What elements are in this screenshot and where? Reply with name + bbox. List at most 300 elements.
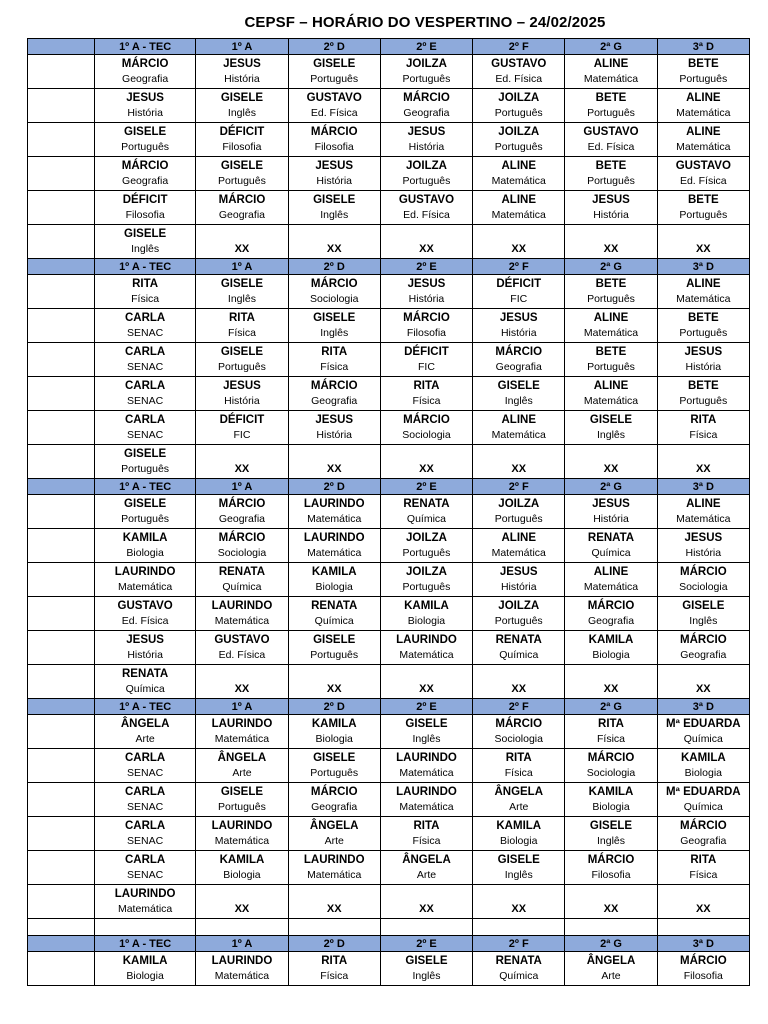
class-header-cell: 2º F xyxy=(473,699,565,715)
class-header-row xyxy=(28,936,750,952)
class-header-cell: 2º F xyxy=(473,479,565,495)
teacher-name: MÁRCIO xyxy=(218,531,266,544)
subject-name: Português xyxy=(402,174,451,187)
schedule-row xyxy=(28,225,750,259)
teacher-name: LAURINDO xyxy=(211,599,273,612)
lesson-cell xyxy=(288,225,380,259)
lesson-cell xyxy=(196,665,288,699)
teacher-name: LAURINDO xyxy=(211,717,273,730)
teacher-name: ÂNGELA xyxy=(494,785,544,798)
period-blank-cell xyxy=(28,445,95,479)
teacher-name: KAMILA xyxy=(680,751,726,764)
period-blank-cell xyxy=(28,55,95,89)
subject-name: Português xyxy=(310,72,359,85)
lesson-cell xyxy=(565,529,657,563)
subject-name: Ed. Física xyxy=(495,72,543,85)
class-header-cell: 2ª G xyxy=(565,479,657,495)
teacher-name: GISELE xyxy=(124,227,167,240)
subject-name: Inglês xyxy=(131,242,160,255)
lesson-cell xyxy=(196,55,288,89)
period-blank-cell xyxy=(28,885,95,919)
lesson-cell xyxy=(473,952,565,986)
header-blank-cell xyxy=(28,936,95,952)
teacher-name: ALINE xyxy=(501,413,536,426)
teacher-name: RENATA xyxy=(495,954,542,967)
lesson-cell xyxy=(196,309,288,343)
subject-name: Inglês xyxy=(227,106,256,119)
teacher-name: JESUS xyxy=(223,379,261,392)
subject-name: Português xyxy=(494,614,543,627)
lesson-cell xyxy=(380,445,472,479)
lesson-cell xyxy=(94,783,195,817)
teacher-name: GISELE xyxy=(497,853,540,866)
no-lesson-marker: XX xyxy=(326,683,342,695)
subject-name: História xyxy=(685,360,722,373)
subject-name: Arte xyxy=(416,868,437,881)
subject-name: Matemática xyxy=(214,969,270,982)
period-blank-cell xyxy=(28,665,95,699)
teacher-name: Mª EDUARDA xyxy=(666,717,741,730)
subject-name: SENAC xyxy=(127,868,164,881)
subject-name: Sociologia xyxy=(217,546,267,559)
class-header-row xyxy=(28,699,750,715)
lesson-cell xyxy=(94,563,195,597)
schedule-row xyxy=(28,885,750,919)
lesson-cell xyxy=(473,665,565,699)
subject-name: FIC xyxy=(233,428,251,441)
subject-name: História xyxy=(500,580,537,593)
lesson-cell xyxy=(380,597,472,631)
subject-name: Português xyxy=(494,106,543,119)
subject-name: Ed. Física xyxy=(587,140,635,153)
class-header-cell: 2ª G xyxy=(565,39,657,55)
schedule-row xyxy=(28,377,750,411)
subject-name: Matemática xyxy=(307,512,362,525)
schedule-row xyxy=(28,631,750,665)
teacher-name: LAURINDO xyxy=(396,751,457,764)
lesson-cell xyxy=(288,55,380,89)
no-lesson-marker: XX xyxy=(511,683,527,695)
spacer-cell xyxy=(565,919,657,936)
teacher-name: GISELE xyxy=(405,954,448,967)
teacher-name: MÁRCIO xyxy=(680,819,727,832)
subject-name: Física xyxy=(412,834,441,847)
no-lesson-marker: XX xyxy=(234,463,250,475)
lesson-cell xyxy=(196,749,288,783)
schedule-row xyxy=(28,157,750,191)
subject-name: Ed. Física xyxy=(121,614,169,627)
period-blank-cell xyxy=(28,631,95,665)
lesson-cell xyxy=(473,343,565,377)
period-blank-cell xyxy=(28,597,95,631)
class-header-cell: 2ª G xyxy=(565,699,657,715)
subject-name: Física xyxy=(597,732,626,745)
subject-name: Ed. Física xyxy=(218,648,266,661)
subject-name: Português xyxy=(587,174,635,187)
lesson-cell xyxy=(380,123,472,157)
teacher-name: BETE xyxy=(595,159,627,172)
lesson-cell xyxy=(380,631,472,665)
lesson-cell xyxy=(380,851,472,885)
lesson-cell xyxy=(94,817,195,851)
teacher-name: CARLA xyxy=(124,379,166,392)
lesson-cell xyxy=(380,411,472,445)
subject-name: Matemática xyxy=(491,428,546,441)
subject-name: Filosofia xyxy=(125,208,165,221)
lesson-cell xyxy=(380,529,472,563)
subject-name: Ed. Física xyxy=(310,106,358,119)
teacher-name: JESUS xyxy=(407,277,446,290)
lesson-cell xyxy=(473,529,565,563)
subject-name: Química xyxy=(314,614,354,627)
teacher-name: GISELE xyxy=(220,277,264,290)
lesson-cell xyxy=(196,343,288,377)
teacher-name: RENATA xyxy=(122,667,169,680)
lesson-cell xyxy=(565,665,657,699)
teacher-name: RITA xyxy=(413,379,440,392)
lesson-cell xyxy=(657,665,749,699)
subject-name: Português xyxy=(679,326,728,339)
lesson-cell xyxy=(657,411,749,445)
lesson-cell xyxy=(288,715,380,749)
subject-name: Matemática xyxy=(491,174,546,187)
lesson-cell xyxy=(196,563,288,597)
subject-name: Inglês xyxy=(689,614,718,627)
teacher-name: ALINE xyxy=(593,379,629,392)
class-header-cell: 1º A - TEC xyxy=(94,259,195,275)
lesson-cell xyxy=(473,597,565,631)
lesson-cell xyxy=(288,665,380,699)
lesson-cell xyxy=(565,817,657,851)
teacher-name: MÁRCIO xyxy=(495,717,543,730)
lesson-cell xyxy=(565,851,657,885)
lesson-cell xyxy=(565,55,657,89)
subject-name: Matemática xyxy=(676,292,731,305)
schedule-row xyxy=(28,495,750,529)
teacher-name: MÁRCIO xyxy=(403,413,450,426)
teacher-name: GISELE xyxy=(313,193,356,206)
teacher-name: RITA xyxy=(690,853,717,866)
teacher-name: GUSTAVO xyxy=(675,159,731,172)
lesson-cell xyxy=(657,563,749,597)
subject-name: Física xyxy=(131,292,160,305)
schedule-row xyxy=(28,445,750,479)
subject-name: FIC xyxy=(418,360,435,373)
subject-name: Português xyxy=(402,546,451,559)
teacher-name: BETE xyxy=(687,379,719,392)
teacher-name: CARLA xyxy=(124,819,166,832)
subject-name: Inglês xyxy=(412,732,441,745)
class-header-cell: 2º E xyxy=(380,479,472,495)
lesson-cell xyxy=(380,89,472,123)
lesson-cell xyxy=(565,377,657,411)
subject-name: Português xyxy=(679,394,728,407)
teacher-name: GISELE xyxy=(124,497,167,510)
teacher-name: RITA xyxy=(321,954,348,967)
lesson-cell xyxy=(94,715,195,749)
class-header-cell: 3ª D xyxy=(657,479,749,495)
teacher-name: GUSTAVO xyxy=(117,599,173,612)
class-header-row xyxy=(28,39,750,55)
lesson-cell xyxy=(657,885,749,919)
subject-name: Arte xyxy=(601,969,621,982)
subject-name: SENAC xyxy=(127,428,164,441)
lesson-cell xyxy=(288,89,380,123)
subject-name: Sociologia xyxy=(309,292,359,305)
no-lesson-marker: XX xyxy=(419,683,434,695)
teacher-name: GISELE xyxy=(589,819,633,832)
teacher-name: BETE xyxy=(595,91,627,104)
subject-name: História xyxy=(127,106,163,119)
lesson-cell xyxy=(288,885,380,919)
subject-name: Geografia xyxy=(680,834,727,847)
subject-name: Física xyxy=(689,428,718,441)
teacher-name: GISELE xyxy=(405,717,448,730)
subject-name: Biologia xyxy=(407,614,446,627)
subject-name: Filosofia xyxy=(683,969,723,982)
lesson-cell xyxy=(196,275,288,309)
lesson-cell xyxy=(196,783,288,817)
lesson-cell xyxy=(196,952,288,986)
schedule-row xyxy=(28,597,750,631)
lesson-cell xyxy=(657,495,749,529)
subject-name: História xyxy=(593,512,629,525)
lesson-cell xyxy=(196,529,288,563)
subject-name: Biologia xyxy=(315,580,353,593)
lesson-cell xyxy=(565,885,657,919)
subject-name: Matemática xyxy=(676,106,731,119)
teacher-name: ÂNGELA xyxy=(402,853,451,866)
teacher-name: BETE xyxy=(687,193,719,206)
teacher-name: LAURINDO xyxy=(211,819,273,832)
subject-name: Inglês xyxy=(596,428,626,441)
period-blank-cell xyxy=(28,191,95,225)
lesson-cell xyxy=(473,225,565,259)
class-header-cell: 2º D xyxy=(288,936,380,952)
class-header-cell: 1º A xyxy=(196,479,288,495)
subject-name: Português xyxy=(218,800,266,813)
subject-name: Sociologia xyxy=(679,580,728,593)
lesson-cell xyxy=(380,817,472,851)
lesson-cell xyxy=(565,275,657,309)
teacher-name: KAMILA xyxy=(219,853,265,866)
teacher-name: MÁRCIO xyxy=(403,311,450,324)
teacher-name: JESUS xyxy=(126,633,164,646)
lesson-cell xyxy=(657,597,749,631)
teacher-name: RITA xyxy=(228,311,255,324)
lesson-cell xyxy=(196,377,288,411)
lesson-cell xyxy=(473,817,565,851)
teacher-name: ALINE xyxy=(593,311,629,324)
lesson-cell xyxy=(94,445,195,479)
teacher-name: GISELE xyxy=(220,785,264,798)
teacher-name: KAMILA xyxy=(496,819,542,832)
subject-name: Português xyxy=(679,72,728,85)
subject-name: Matemática xyxy=(399,800,454,813)
class-header-cell: 2ª G xyxy=(565,936,657,952)
class-header-cell: 1º A - TEC xyxy=(94,39,195,55)
teacher-name: ALINE xyxy=(686,125,721,138)
teacher-name: KAMILA xyxy=(588,633,634,646)
subject-name: Química xyxy=(406,512,447,525)
lesson-cell xyxy=(657,191,749,225)
subject-name: Filosofia xyxy=(222,140,262,153)
no-lesson-marker: XX xyxy=(419,243,434,255)
schedule-row xyxy=(28,89,750,123)
lesson-cell xyxy=(94,885,195,919)
teacher-name: MÁRCIO xyxy=(680,633,727,646)
subject-name: Geografia xyxy=(122,72,169,85)
lesson-cell xyxy=(196,715,288,749)
subject-name: Física xyxy=(504,766,533,779)
header-blank-cell xyxy=(28,479,95,495)
period-blank-cell xyxy=(28,495,95,529)
teacher-name: BETE xyxy=(595,277,627,290)
subject-name: Geografia xyxy=(680,648,727,661)
teacher-name: JESUS xyxy=(592,193,630,206)
subject-name: Português xyxy=(587,106,635,119)
teacher-name: LAURINDO xyxy=(303,853,365,866)
subject-name: Arte xyxy=(324,834,344,847)
subject-name: Biologia xyxy=(315,732,353,745)
no-lesson-marker: XX xyxy=(695,243,711,255)
lesson-cell xyxy=(94,123,195,157)
teacher-name: RENATA xyxy=(495,633,542,646)
teacher-name: ÂNGELA xyxy=(120,717,170,730)
teacher-name: GISELE xyxy=(313,57,356,70)
subject-name: Matemática xyxy=(583,580,639,593)
subject-name: Português xyxy=(494,512,543,525)
teacher-name: RENATA xyxy=(218,565,266,578)
schedule-body xyxy=(28,39,750,986)
lesson-cell xyxy=(473,783,565,817)
teacher-name: JOILZA xyxy=(406,531,447,544)
schedule-row xyxy=(28,55,750,89)
lesson-cell xyxy=(380,749,472,783)
lesson-cell xyxy=(657,123,749,157)
subject-name: FIC xyxy=(510,292,528,305)
period-blank-cell xyxy=(28,225,95,259)
lesson-cell xyxy=(94,952,195,986)
subject-name: Português xyxy=(679,208,728,221)
lesson-cell xyxy=(565,597,657,631)
teacher-name: MÁRCIO xyxy=(680,565,727,578)
subject-name: Ed. Física xyxy=(403,208,450,221)
lesson-cell xyxy=(196,411,288,445)
no-lesson-marker: XX xyxy=(326,243,342,255)
lesson-cell xyxy=(657,952,749,986)
schedule-row xyxy=(28,529,750,563)
lesson-cell xyxy=(473,445,565,479)
teacher-name: ALINE xyxy=(686,91,721,104)
teacher-name: ÂNGELA xyxy=(217,751,267,764)
teacher-name: MÁRCIO xyxy=(121,159,169,172)
spacer-cell xyxy=(94,919,195,936)
subject-name: Matemática xyxy=(117,902,173,915)
lesson-cell xyxy=(565,225,657,259)
lesson-cell xyxy=(657,851,749,885)
subject-name: Química xyxy=(591,546,631,559)
teacher-name: JESUS xyxy=(407,125,446,138)
header-blank-cell xyxy=(28,39,95,55)
subject-name: Português xyxy=(587,360,635,373)
lesson-cell xyxy=(565,783,657,817)
teacher-name: MÁRCIO xyxy=(495,345,543,358)
subject-name: Matemática xyxy=(214,614,270,627)
teacher-name: KAMILA xyxy=(122,954,168,967)
teacher-name: JOILZA xyxy=(406,159,447,172)
teacher-name: JOILZA xyxy=(498,599,540,612)
period-blank-cell xyxy=(28,952,95,986)
no-lesson-marker: XX xyxy=(603,463,619,475)
schedule-row xyxy=(28,411,750,445)
subject-name: Português xyxy=(402,580,451,593)
teacher-name: MÁRCIO xyxy=(587,599,635,612)
no-lesson-marker: XX xyxy=(326,463,342,475)
subject-name: Física xyxy=(412,394,441,407)
lesson-cell xyxy=(288,749,380,783)
lesson-cell xyxy=(473,123,565,157)
teacher-name: ALINE xyxy=(686,497,721,510)
teacher-name: MÁRCIO xyxy=(403,91,450,104)
teacher-name: LAURINDO xyxy=(303,531,365,544)
lesson-cell xyxy=(94,343,195,377)
subject-name: Geografia xyxy=(311,800,358,813)
schedule-row xyxy=(28,749,750,783)
subject-name: Arte xyxy=(135,732,155,745)
subject-name: Português xyxy=(587,292,635,305)
lesson-cell xyxy=(473,275,565,309)
lesson-cell xyxy=(94,225,195,259)
subject-name: Sociologia xyxy=(402,428,451,441)
lesson-cell xyxy=(380,495,472,529)
schedule-row xyxy=(28,952,750,986)
teacher-name: JESUS xyxy=(592,497,630,510)
lesson-cell xyxy=(565,157,657,191)
lesson-cell xyxy=(473,191,565,225)
subject-name: Matemática xyxy=(307,868,362,881)
lesson-cell xyxy=(288,631,380,665)
teacher-name: DÉFICIT xyxy=(219,125,265,138)
spacer-row xyxy=(28,919,750,936)
subject-name: Matemática xyxy=(583,326,639,339)
no-lesson-marker: XX xyxy=(603,243,619,255)
teacher-name: CARLA xyxy=(124,853,166,866)
teacher-name: KAMILA xyxy=(311,565,357,578)
teacher-name: JESUS xyxy=(315,159,354,172)
lesson-cell xyxy=(473,563,565,597)
teacher-name: CARLA xyxy=(124,311,166,324)
teacher-name: GUSTAVO xyxy=(306,91,362,104)
period-blank-cell xyxy=(28,715,95,749)
lesson-cell xyxy=(94,55,195,89)
teacher-name: JOILZA xyxy=(406,57,447,70)
subject-name: Química xyxy=(683,800,723,813)
lesson-cell xyxy=(565,191,657,225)
lesson-cell xyxy=(380,885,472,919)
subject-name: SENAC xyxy=(127,766,164,779)
subject-name: Português xyxy=(218,360,266,373)
lesson-cell xyxy=(288,817,380,851)
subject-name: Geografia xyxy=(218,208,265,221)
class-header-cell: 2º F xyxy=(473,936,565,952)
teacher-name: RITA xyxy=(321,345,348,358)
teacher-name: ALINE xyxy=(501,193,536,206)
period-blank-cell xyxy=(28,377,95,411)
teacher-name: JOILZA xyxy=(406,565,447,578)
teacher-name: JOILZA xyxy=(498,125,540,138)
lesson-cell xyxy=(288,275,380,309)
